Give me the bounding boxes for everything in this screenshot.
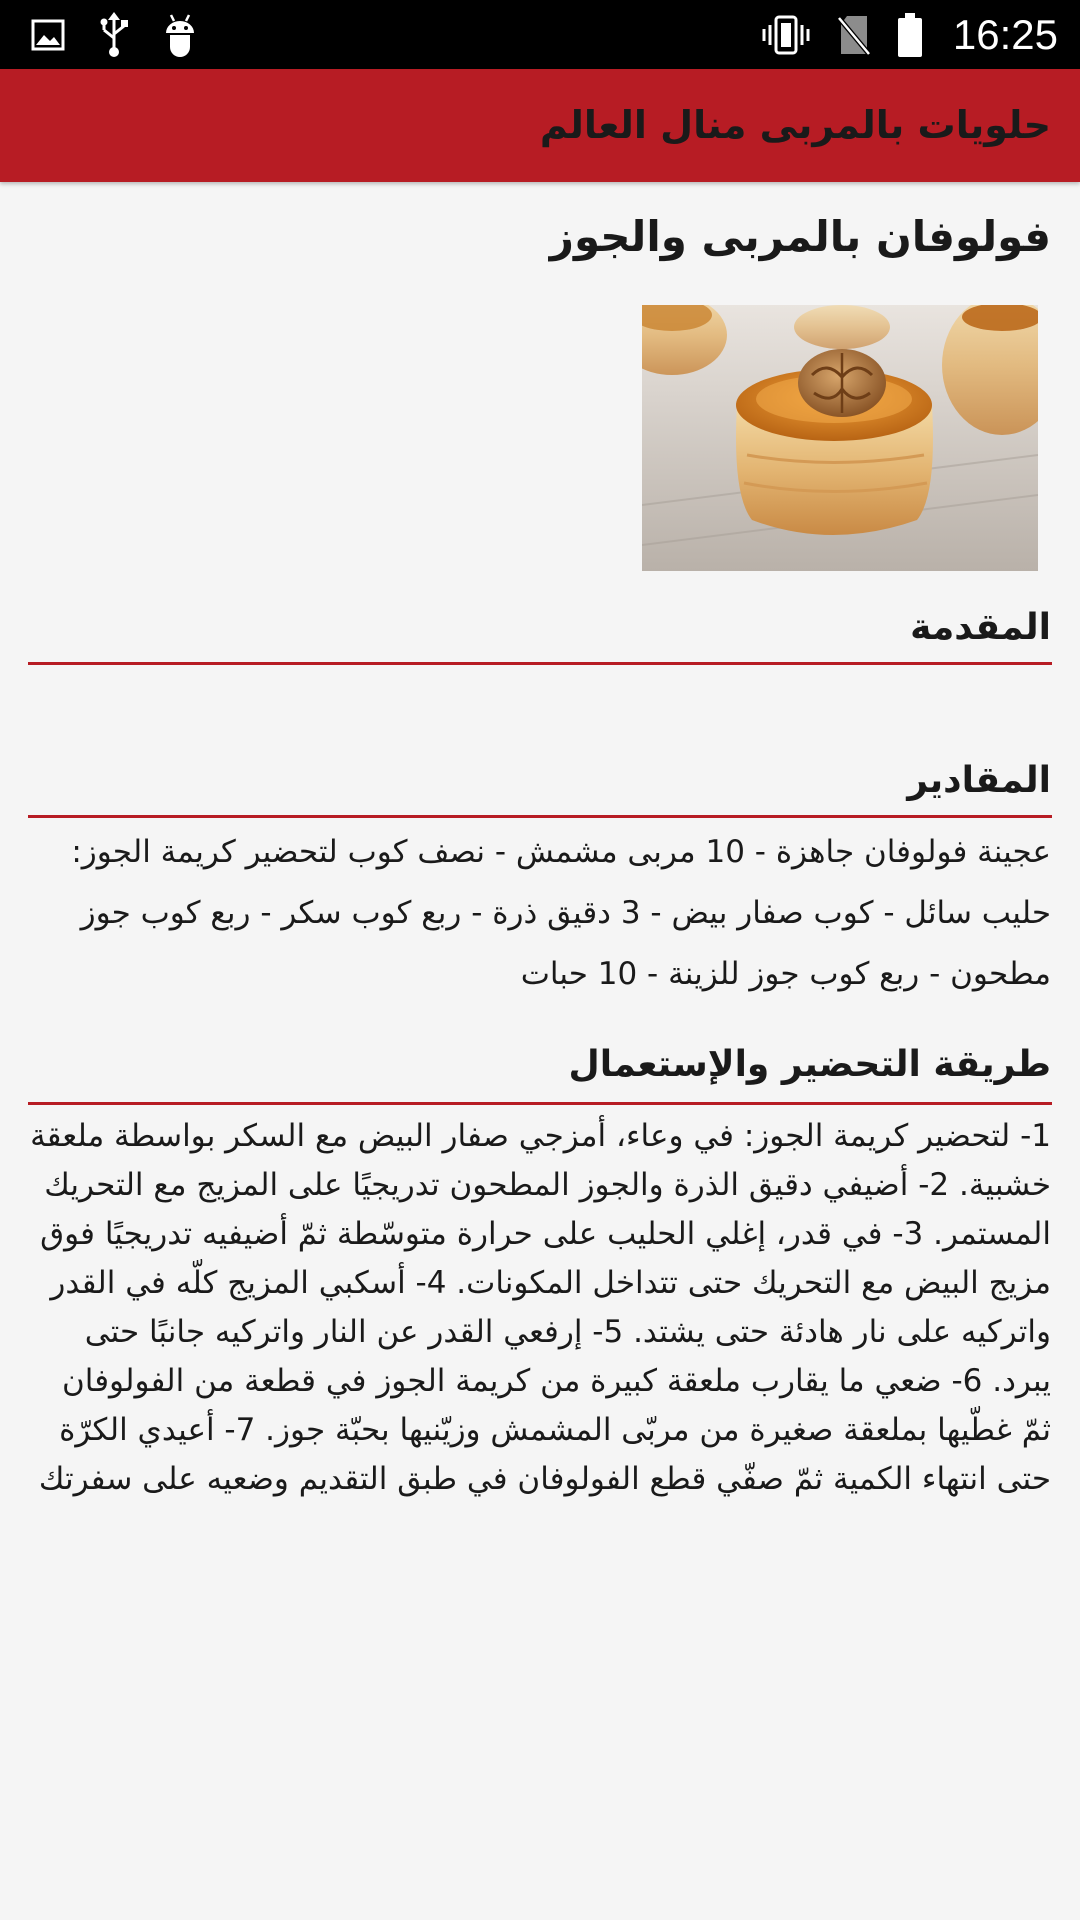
android-debug-icon <box>162 13 198 57</box>
no-sim-icon <box>837 14 871 56</box>
preparation-heading: طريقة التحضير والإستعمال <box>568 1044 1051 1085</box>
battery-icon <box>897 13 923 57</box>
status-right-icons <box>761 0 1058 69</box>
ingredients-heading: المقادير <box>907 760 1051 801</box>
recipe-image <box>642 305 1038 571</box>
app-title: حلويات بالمربى منال العالم <box>539 103 1051 147</box>
vibrate-icon <box>761 15 811 55</box>
recipe-content[interactable] <box>0 182 1080 1920</box>
vol-au-vent-photo <box>642 305 1038 571</box>
image-icon <box>30 17 66 53</box>
status-bar <box>0 0 1080 69</box>
recipe-title: فولوفان بالمربى والجوز <box>549 212 1051 261</box>
app-bar <box>0 69 1080 182</box>
usb-icon <box>96 12 132 58</box>
intro-divider <box>28 662 1052 665</box>
status-left-icons <box>30 0 198 69</box>
ingredients-divider <box>28 815 1052 818</box>
intro-heading: المقدمة <box>910 607 1051 648</box>
preparation-divider <box>28 1102 1052 1105</box>
preparation-text: 1- لتحضير كريمة الجوز: في وعاء، أمزجي صفار البيض مع السكر بواسطة ملعقة خشبية. 2- أضيفي دقيق الذرة والجوز المطحون تدريجيًا على المزيج مع التحريك المستمر. 3- في قدر، إغلي الحليب على حرارة متوسّطة ثمّ أضيفيه تدريجيًا فوق مزيج البيض مع التحريك حتى تتداخل المكونات. 4- أسكبي المزيج كلّه في القدر واتركيه على نار هادئة حتى يشتد. 5- إرفعي القدر عن النار واتركيه جانبًا حتى يبرد. 6- ضعي ما يقارب ملعقة كبيرة من كريمة الجوز في قطعة من الفولوفان ثمّ غطّيها بملعقة صغيرة من مربّى المشمش وزيّنيها بحبّة جوز. 7- أعيدي الكرّة حتى انتهاء الكمية ثمّ صفّي قطع الفولوفان في طبق التقديم وضعيه على سفرتك <box>30 1118 1051 1497</box>
ingredients-text: عجينة فولوفان جاهزة - 10 مربى مشمش - نصف كوب لتحضير كريمة الجوز: حليب سائل - كوب صفار بيض - 3 دقيق ذرة - ربع كوب سكر - ربع كوب جوز مطحون - ربع كوب جوز للزينة - 10 حبات <box>71 834 1051 992</box>
status-time: 16:25 <box>952 10 1058 58</box>
